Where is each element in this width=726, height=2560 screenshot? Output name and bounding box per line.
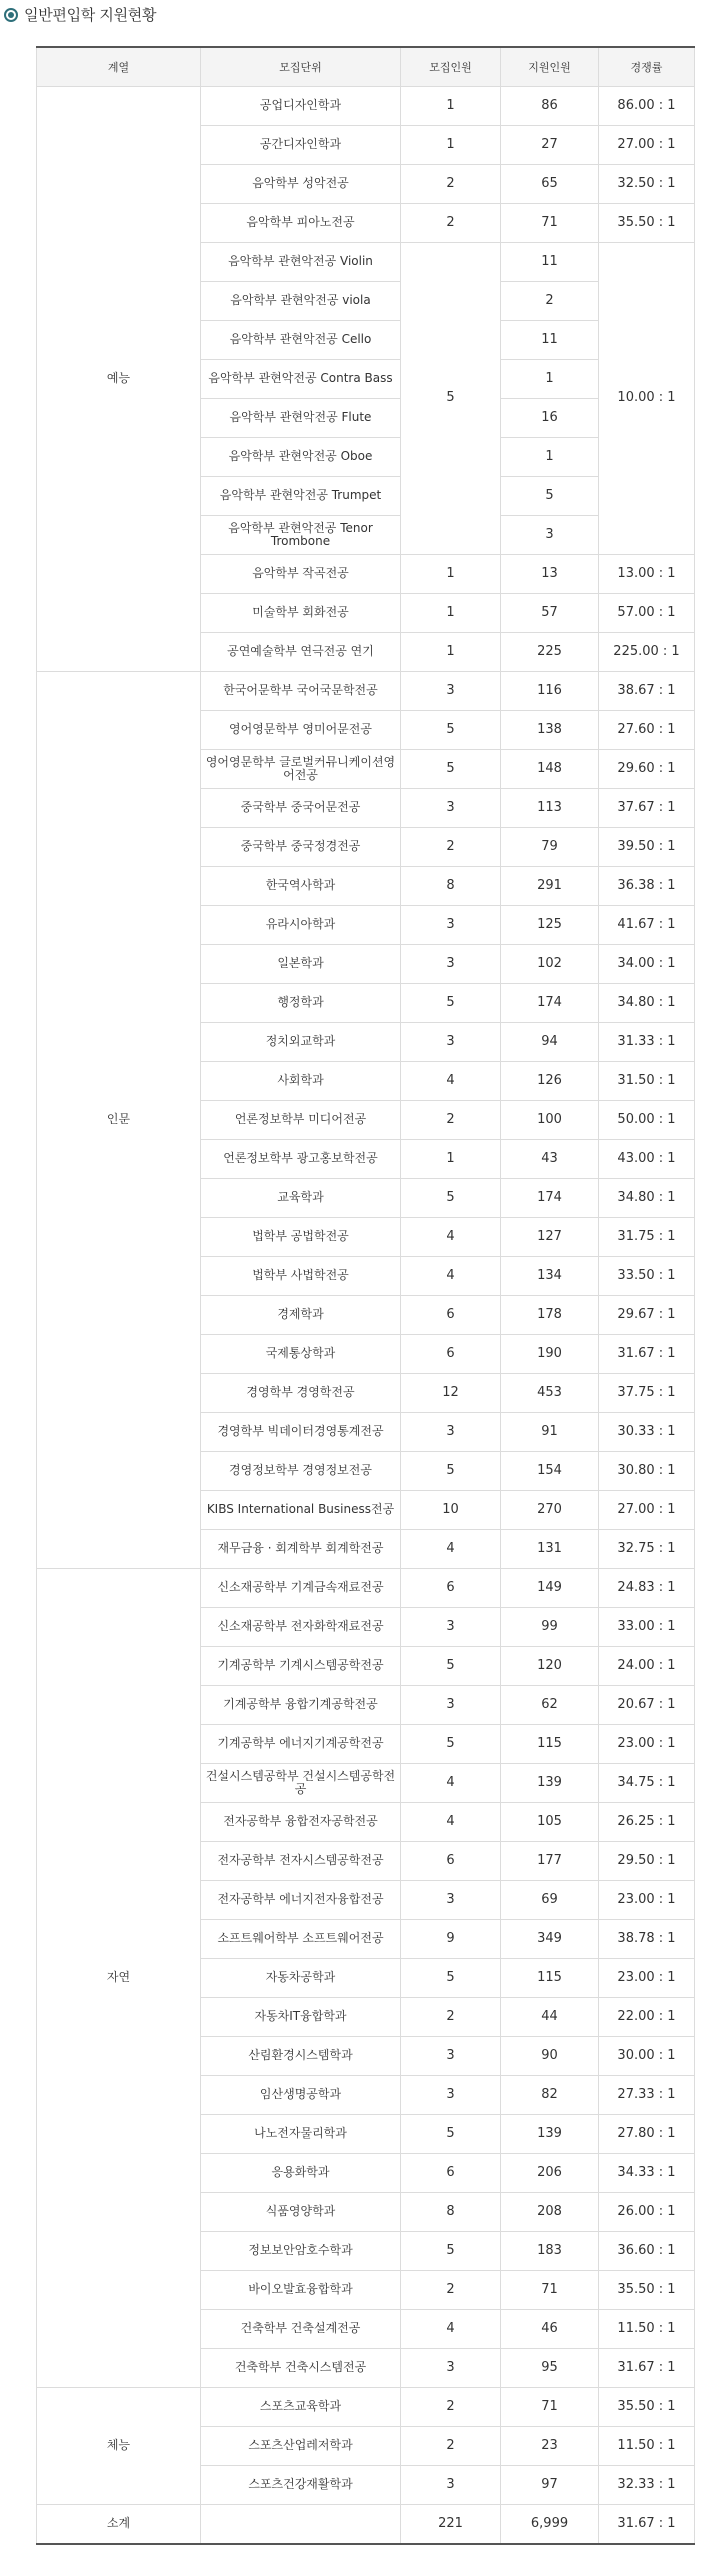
quota-cell: 3	[401, 1608, 501, 1647]
unit-cell: 스포츠산업레저학과	[201, 2427, 401, 2466]
ratio-cell: 27.80 : 1	[599, 2115, 695, 2154]
quota-cell: 2	[401, 828, 501, 867]
applicants-cell: 291	[501, 867, 599, 906]
total-quota: 221	[401, 2505, 501, 2544]
unit-cell: 경제학과	[201, 1296, 401, 1335]
total-unit-cell	[201, 2505, 401, 2544]
unit-cell: 경영학부 빅데이터경영통계전공	[201, 1413, 401, 1452]
applicants-cell: 79	[501, 828, 599, 867]
applicants-cell: 349	[501, 1920, 599, 1959]
applicants-cell: 183	[501, 2232, 599, 2271]
unit-cell: 공간디자인학과	[201, 126, 401, 165]
ratio-cell: 34.80 : 1	[599, 984, 695, 1023]
ratio-cell: 34.00 : 1	[599, 945, 695, 984]
unit-cell: 바이오발효융합학과	[201, 2271, 401, 2310]
quota-cell: 1	[401, 594, 501, 633]
header-applicants: 지원인원	[501, 47, 599, 87]
quota-cell: 6	[401, 2154, 501, 2193]
ratio-cell: 11.50 : 1	[599, 2310, 695, 2349]
ratio-cell: 30.33 : 1	[599, 1413, 695, 1452]
unit-cell: 경영학부 경영학전공	[201, 1374, 401, 1413]
ratio-cell: 29.67 : 1	[599, 1296, 695, 1335]
ratio-cell: 29.60 : 1	[599, 750, 695, 789]
unit-cell: 식품영양학과	[201, 2193, 401, 2232]
applicants-cell: 23	[501, 2427, 599, 2466]
unit-cell: 응용화학과	[201, 2154, 401, 2193]
unit-cell: 한국어문학부 국어국문학전공	[201, 672, 401, 711]
applicants-cell: 115	[501, 1725, 599, 1764]
quota-cell: 3	[401, 1413, 501, 1452]
applicants-cell: 71	[501, 204, 599, 243]
applicants-cell: 99	[501, 1608, 599, 1647]
applicants-cell: 16	[501, 399, 599, 438]
category-cell: 자연	[37, 1569, 201, 2388]
applicants-cell: 134	[501, 1257, 599, 1296]
ratio-cell: 43.00 : 1	[599, 1140, 695, 1179]
unit-cell: 경영정보학부 경영정보전공	[201, 1452, 401, 1491]
applicants-cell: 139	[501, 1764, 599, 1803]
ratio-cell: 86.00 : 1	[599, 87, 695, 126]
ratio-cell: 36.60 : 1	[599, 2232, 695, 2271]
quota-cell: 4	[401, 1218, 501, 1257]
unit-cell: 정치외교학과	[201, 1023, 401, 1062]
applicant-status-table	[36, 46, 695, 2545]
applicants-cell: 190	[501, 1335, 599, 1374]
quota-cell: 3	[401, 2349, 501, 2388]
ratio-cell: 20.67 : 1	[599, 1686, 695, 1725]
unit-cell: 소프트웨어학부 소프트웨어전공	[201, 1920, 401, 1959]
ratio-cell: 27.33 : 1	[599, 2076, 695, 2115]
applicants-cell: 125	[501, 906, 599, 945]
quota-cell: 5	[401, 1959, 501, 1998]
unit-cell: 음악학부 성악전공	[201, 165, 401, 204]
ratio-cell: 27.00 : 1	[599, 1491, 695, 1530]
quota-cell: 9	[401, 1920, 501, 1959]
quota-cell: 2	[401, 2388, 501, 2427]
ratio-cell: 36.38 : 1	[599, 867, 695, 906]
unit-cell: 자동차IT융합학과	[201, 1998, 401, 2037]
unit-cell: 음악학부 관현악전공 Contra Bass	[201, 360, 401, 399]
unit-cell: 미술학부 회화전공	[201, 594, 401, 633]
header-ratio: 경쟁률	[599, 47, 695, 87]
unit-cell: 음악학부 작곡전공	[201, 555, 401, 594]
quota-cell: 3	[401, 2076, 501, 2115]
unit-cell: 법학부 사법학전공	[201, 1257, 401, 1296]
unit-cell: 음악학부 관현악전공 Violin	[201, 243, 401, 282]
category-cell: 예능	[37, 87, 201, 672]
unit-cell: 중국학부 중국어문전공	[201, 789, 401, 828]
applicants-cell: 174	[501, 984, 599, 1023]
applicants-cell: 116	[501, 672, 599, 711]
header-unit: 모집단위	[201, 47, 401, 87]
unit-cell: 언론정보학부 미디어전공	[201, 1101, 401, 1140]
unit-cell: 음악학부 관현악전공 Cello	[201, 321, 401, 360]
quota-cell: 4	[401, 1062, 501, 1101]
quota-cell: 5	[401, 1452, 501, 1491]
category-cell: 인문	[37, 672, 201, 1569]
quota-cell: 3	[401, 672, 501, 711]
unit-cell: 건축학부 건축설계전공	[201, 2310, 401, 2349]
ratio-cell: 31.75 : 1	[599, 1218, 695, 1257]
unit-cell: 자동차공학과	[201, 1959, 401, 1998]
unit-cell: 음악학부 관현악전공 Flute	[201, 399, 401, 438]
unit-cell: 음악학부 관현악전공 Trumpet	[201, 477, 401, 516]
quota-cell: 10	[401, 1491, 501, 1530]
ratio-cell: 33.50 : 1	[599, 1257, 695, 1296]
quota-cell: 6	[401, 1842, 501, 1881]
ratio-cell: 31.50 : 1	[599, 1062, 695, 1101]
applicants-cell: 154	[501, 1452, 599, 1491]
applicants-cell: 102	[501, 945, 599, 984]
ratio-cell: 38.67 : 1	[599, 672, 695, 711]
unit-cell: 전자공학부 에너지전자융합전공	[201, 1881, 401, 1920]
unit-cell: 법학부 공법학전공	[201, 1218, 401, 1257]
applicants-cell: 57	[501, 594, 599, 633]
total-row	[37, 2505, 695, 2544]
applicants-cell: 148	[501, 750, 599, 789]
header-quota: 모집인원	[401, 47, 501, 87]
ratio-cell: 37.67 : 1	[599, 789, 695, 828]
unit-cell: 공업디자인학과	[201, 87, 401, 126]
quota-cell: 1	[401, 87, 501, 126]
applicants-cell: 13	[501, 555, 599, 594]
applicants-cell: 69	[501, 1881, 599, 1920]
applicants-cell: 2	[501, 282, 599, 321]
ratio-cell: 22.00 : 1	[599, 1998, 695, 2037]
unit-cell: 건축학부 건축시스템전공	[201, 2349, 401, 2388]
ratio-cell: 35.50 : 1	[599, 204, 695, 243]
applicants-cell: 27	[501, 126, 599, 165]
applicants-cell: 270	[501, 1491, 599, 1530]
unit-cell: 사회학과	[201, 1062, 401, 1101]
header-category: 계열	[37, 47, 201, 87]
unit-cell: 스포츠교육학과	[201, 2388, 401, 2427]
unit-cell: 임산생명공학과	[201, 2076, 401, 2115]
applicants-cell: 206	[501, 2154, 599, 2193]
unit-cell: 기계공학부 에너지기계공학전공	[201, 1725, 401, 1764]
ratio-cell: 26.25 : 1	[599, 1803, 695, 1842]
unit-cell: 한국역사학과	[201, 867, 401, 906]
quota-cell: 2	[401, 204, 501, 243]
quota-cell: 8	[401, 867, 501, 906]
quota-cell: 3	[401, 1881, 501, 1920]
quota-cell: 3	[401, 2466, 501, 2505]
table-header-row	[37, 47, 695, 87]
unit-cell: 언론정보학부 광고홍보학전공	[201, 1140, 401, 1179]
applicants-cell: 90	[501, 2037, 599, 2076]
ratio-cell: 57.00 : 1	[599, 594, 695, 633]
quota-cell: 12	[401, 1374, 501, 1413]
ratio-cell: 26.00 : 1	[599, 2193, 695, 2232]
ratio-cell: 30.80 : 1	[599, 1452, 695, 1491]
quota-cell: 5	[401, 711, 501, 750]
unit-cell: 중국학부 중국정경전공	[201, 828, 401, 867]
applicants-cell: 62	[501, 1686, 599, 1725]
quota-cell: 5	[401, 2232, 501, 2271]
unit-cell: 건설시스템공학부 건설시스템공학전공	[201, 1764, 401, 1803]
quota-cell: 6	[401, 1335, 501, 1374]
bullet-circle-icon	[4, 8, 18, 22]
applicants-cell: 44	[501, 1998, 599, 2037]
applicants-cell: 120	[501, 1647, 599, 1686]
ratio-cell: 10.00 : 1	[599, 243, 695, 555]
ratio-cell: 27.00 : 1	[599, 126, 695, 165]
quota-cell: 3	[401, 1686, 501, 1725]
unit-cell: 음악학부 관현악전공 Oboe	[201, 438, 401, 477]
quota-cell: 2	[401, 2427, 501, 2466]
category-cell: 체능	[37, 2388, 201, 2505]
quota-cell: 2	[401, 1998, 501, 2037]
ratio-cell: 35.50 : 1	[599, 2271, 695, 2310]
unit-cell: 영어영문학부 글로벌커뮤니케이션영어전공	[201, 750, 401, 789]
ratio-cell: 23.00 : 1	[599, 1725, 695, 1764]
unit-cell: 신소재공학부 기계금속재료전공	[201, 1569, 401, 1608]
quota-cell: 3	[401, 906, 501, 945]
unit-cell: 교육학과	[201, 1179, 401, 1218]
ratio-cell: 23.00 : 1	[599, 1881, 695, 1920]
quota-cell: 2	[401, 165, 501, 204]
applicants-cell: 71	[501, 2271, 599, 2310]
applicants-cell: 43	[501, 1140, 599, 1179]
applicants-cell: 86	[501, 87, 599, 126]
quota-cell: 4	[401, 1803, 501, 1842]
total-ratio: 31.67 : 1	[599, 2505, 695, 2544]
ratio-cell: 33.00 : 1	[599, 1608, 695, 1647]
quota-cell: 5	[401, 243, 501, 555]
ratio-cell: 34.33 : 1	[599, 2154, 695, 2193]
table-body	[37, 87, 695, 2505]
quota-cell: 5	[401, 1179, 501, 1218]
unit-cell: 행정학과	[201, 984, 401, 1023]
quota-cell: 1	[401, 1140, 501, 1179]
applicants-cell: 11	[501, 243, 599, 282]
ratio-cell: 13.00 : 1	[599, 555, 695, 594]
ratio-cell: 225.00 : 1	[599, 633, 695, 672]
applicants-cell: 95	[501, 2349, 599, 2388]
unit-cell: 기계공학부 기계시스템공학전공	[201, 1647, 401, 1686]
quota-cell: 3	[401, 1023, 501, 1062]
quota-cell: 2	[401, 1101, 501, 1140]
ratio-cell: 37.75 : 1	[599, 1374, 695, 1413]
table-row	[37, 87, 695, 126]
ratio-cell: 32.50 : 1	[599, 165, 695, 204]
applicants-cell: 11	[501, 321, 599, 360]
applicants-cell: 131	[501, 1530, 599, 1569]
table-row	[37, 672, 695, 711]
ratio-cell: 39.50 : 1	[599, 828, 695, 867]
unit-cell: 신소재공학부 전자화학재료전공	[201, 1608, 401, 1647]
ratio-cell: 23.00 : 1	[599, 1959, 695, 1998]
applicants-cell: 113	[501, 789, 599, 828]
quota-cell: 4	[401, 2310, 501, 2349]
applicants-cell: 82	[501, 2076, 599, 2115]
ratio-cell: 24.83 : 1	[599, 1569, 695, 1608]
quota-cell: 1	[401, 633, 501, 672]
quota-cell: 5	[401, 1647, 501, 1686]
quota-cell: 6	[401, 1569, 501, 1608]
applicants-cell: 100	[501, 1101, 599, 1140]
unit-cell: 재무금융 · 회계학부 회계학전공	[201, 1530, 401, 1569]
applicants-cell: 1	[501, 438, 599, 477]
ratio-cell: 31.67 : 1	[599, 1335, 695, 1374]
applicants-cell: 91	[501, 1413, 599, 1452]
ratio-cell: 34.75 : 1	[599, 1764, 695, 1803]
quota-cell: 3	[401, 789, 501, 828]
unit-cell: 공연예술학부 연극전공 연기	[201, 633, 401, 672]
quota-cell: 5	[401, 2115, 501, 2154]
quota-cell: 5	[401, 984, 501, 1023]
unit-cell: 유라시아학과	[201, 906, 401, 945]
ratio-cell: 41.67 : 1	[599, 906, 695, 945]
ratio-cell: 50.00 : 1	[599, 1101, 695, 1140]
applicants-cell: 71	[501, 2388, 599, 2427]
unit-cell: 스포츠건강재활학과	[201, 2466, 401, 2505]
applicants-cell: 178	[501, 1296, 599, 1335]
total-label: 소계	[37, 2505, 201, 2544]
unit-cell: KIBS International Business전공	[201, 1491, 401, 1530]
applicants-cell: 208	[501, 2193, 599, 2232]
applicants-cell: 94	[501, 1023, 599, 1062]
ratio-cell: 32.33 : 1	[599, 2466, 695, 2505]
applicants-cell: 138	[501, 711, 599, 750]
applicants-cell: 46	[501, 2310, 599, 2349]
quota-cell: 2	[401, 2271, 501, 2310]
applicants-cell: 115	[501, 1959, 599, 1998]
unit-cell: 정보보안암호수학과	[201, 2232, 401, 2271]
unit-cell: 음악학부 관현악전공 Tenor Trombone	[201, 516, 401, 555]
applicants-cell: 3	[501, 516, 599, 555]
applicants-cell: 453	[501, 1374, 599, 1413]
quota-cell: 5	[401, 1725, 501, 1764]
ratio-cell: 38.78 : 1	[599, 1920, 695, 1959]
ratio-cell: 24.00 : 1	[599, 1647, 695, 1686]
unit-cell: 전자공학부 전자시스템공학전공	[201, 1842, 401, 1881]
unit-cell: 전자공학부 융합전자공학전공	[201, 1803, 401, 1842]
ratio-cell: 29.50 : 1	[599, 1842, 695, 1881]
quota-cell: 6	[401, 1296, 501, 1335]
applicants-cell: 177	[501, 1842, 599, 1881]
applicants-cell: 1	[501, 360, 599, 399]
quota-cell: 8	[401, 2193, 501, 2232]
ratio-cell: 30.00 : 1	[599, 2037, 695, 2076]
total-applicants: 6,999	[501, 2505, 599, 2544]
table-row	[37, 1569, 695, 1608]
unit-cell: 국제통상학과	[201, 1335, 401, 1374]
quota-cell: 5	[401, 750, 501, 789]
quota-cell: 3	[401, 2037, 501, 2076]
unit-cell: 음악학부 피아노전공	[201, 204, 401, 243]
unit-cell: 일본학과	[201, 945, 401, 984]
applicants-cell: 149	[501, 1569, 599, 1608]
table-row	[37, 2388, 695, 2427]
applicants-cell: 97	[501, 2466, 599, 2505]
unit-cell: 산림환경시스템학과	[201, 2037, 401, 2076]
applicants-cell: 126	[501, 1062, 599, 1101]
applicants-cell: 105	[501, 1803, 599, 1842]
quota-cell: 4	[401, 1764, 501, 1803]
ratio-cell: 32.75 : 1	[599, 1530, 695, 1569]
quota-cell: 1	[401, 126, 501, 165]
applicants-cell: 65	[501, 165, 599, 204]
applicants-cell: 174	[501, 1179, 599, 1218]
ratio-cell: 35.50 : 1	[599, 2388, 695, 2427]
ratio-cell: 31.67 : 1	[599, 2349, 695, 2388]
ratio-cell: 27.60 : 1	[599, 711, 695, 750]
unit-cell: 음악학부 관현악전공 viola	[201, 282, 401, 321]
quota-cell: 4	[401, 1530, 501, 1569]
page-title: 일반편입학 지원현황	[24, 6, 157, 24]
applicants-cell: 139	[501, 2115, 599, 2154]
title-row	[0, 0, 726, 36]
quota-cell: 4	[401, 1257, 501, 1296]
quota-cell: 1	[401, 555, 501, 594]
applicants-cell: 225	[501, 633, 599, 672]
quota-cell: 3	[401, 945, 501, 984]
ratio-cell: 34.80 : 1	[599, 1179, 695, 1218]
ratio-cell: 31.33 : 1	[599, 1023, 695, 1062]
unit-cell: 영어영문학부 영미어문전공	[201, 711, 401, 750]
applicants-cell: 5	[501, 477, 599, 516]
ratio-cell: 11.50 : 1	[599, 2427, 695, 2466]
unit-cell: 나노전자물리학과	[201, 2115, 401, 2154]
unit-cell: 기계공학부 융합기계공학전공	[201, 1686, 401, 1725]
applicants-cell: 127	[501, 1218, 599, 1257]
